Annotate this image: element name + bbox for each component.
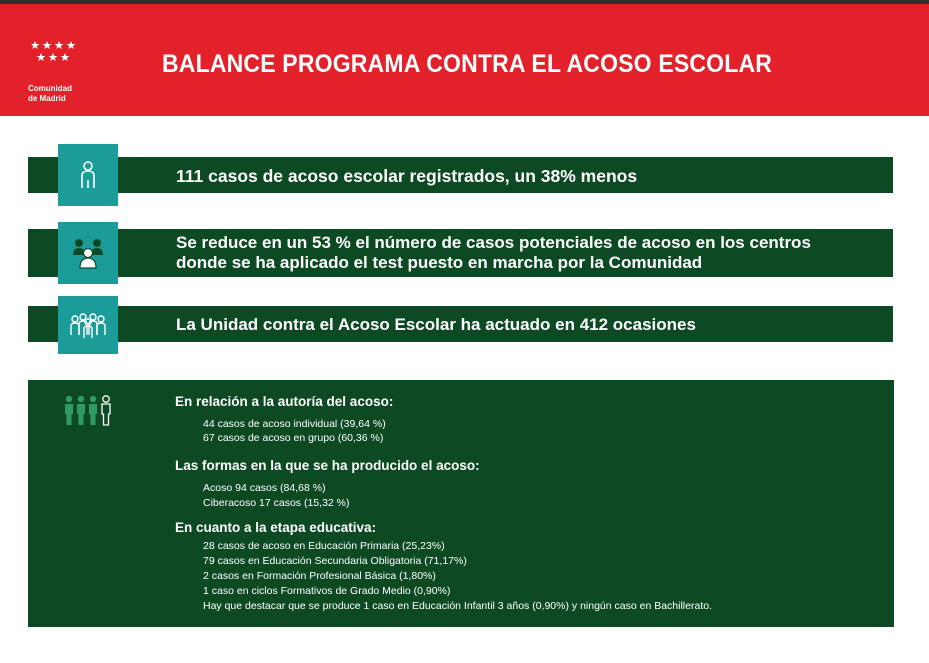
highlight-text-1: 111 casos de acoso escolar registrados, un 38% menos (176, 166, 638, 186)
highlight-text-3: La Unidad contra el Acoso Escolar ha actuado en 412 ocasiones (176, 315, 696, 334)
formas-item-2: Ciberacoso 17 casos (15,32 %) (203, 497, 350, 509)
formas-item-1: Acoso 94 casos (84,68 %) (203, 482, 326, 494)
page-header (0, 4, 929, 116)
highlight-icon-box-2 (58, 222, 118, 284)
page-title: BALANCE PROGRAMA CONTRA EL ACOSO ESCOLAR (162, 50, 773, 78)
etapa-heading: En cuanto a la etapa educativa: (175, 520, 377, 535)
four-people-icon (62, 394, 114, 426)
person-icon (77, 160, 99, 190)
etapa-item-3: 2 casos en Formación Profesional Básica (1,80%) (203, 570, 436, 582)
highlight-icon-box-3 (58, 296, 118, 354)
highlight-text-2-line-2: donde se ha aplicado el test puesto en marcha por la Comunidad (176, 253, 703, 272)
etapa-item-4: 1 caso en ciclos Formativos de Grado Medio (0,90%) (203, 585, 451, 597)
details-icon-box (58, 385, 118, 435)
highlight-icon-box-1 (58, 144, 118, 206)
etapa-item-5: Hay que destacar que se produce 1 caso en Educación Infantil 3 años (0,90%) y ningún caso en Bachillerato. (203, 600, 712, 612)
highlight-text-2 (176, 233, 811, 273)
autoria-heading: En relación a la autoría del acoso: (175, 394, 394, 409)
formas-heading: Las formas en la que se ha producido el acoso: (175, 458, 480, 473)
highlight-text-2-line-1: Se reduce en un 53 % el número de casos potenciales de acoso en los centros (176, 233, 811, 252)
autoria-item-1: 44 casos de acoso individual (39,64 %) (203, 418, 386, 430)
crowd-icon (68, 311, 108, 339)
etapa-item-1: 28 casos de acoso en Educación Primaria (25,23%) (203, 540, 445, 552)
autoria-item-2: 67 casos de acoso en grupo (60,36 %) (203, 432, 384, 444)
comunidad-madrid-logo (28, 40, 84, 110)
logo-line-2: de Madrid (28, 94, 66, 103)
logo-text (28, 84, 86, 104)
logo-line-1: Comunidad (28, 84, 72, 93)
details-panel (28, 380, 894, 627)
etapa-item-2: 79 casos en Educación Secundaria Obligatoria (71,17%) (203, 555, 467, 567)
people-group-icon (71, 237, 105, 269)
seven-stars-logo-icon (31, 40, 79, 70)
